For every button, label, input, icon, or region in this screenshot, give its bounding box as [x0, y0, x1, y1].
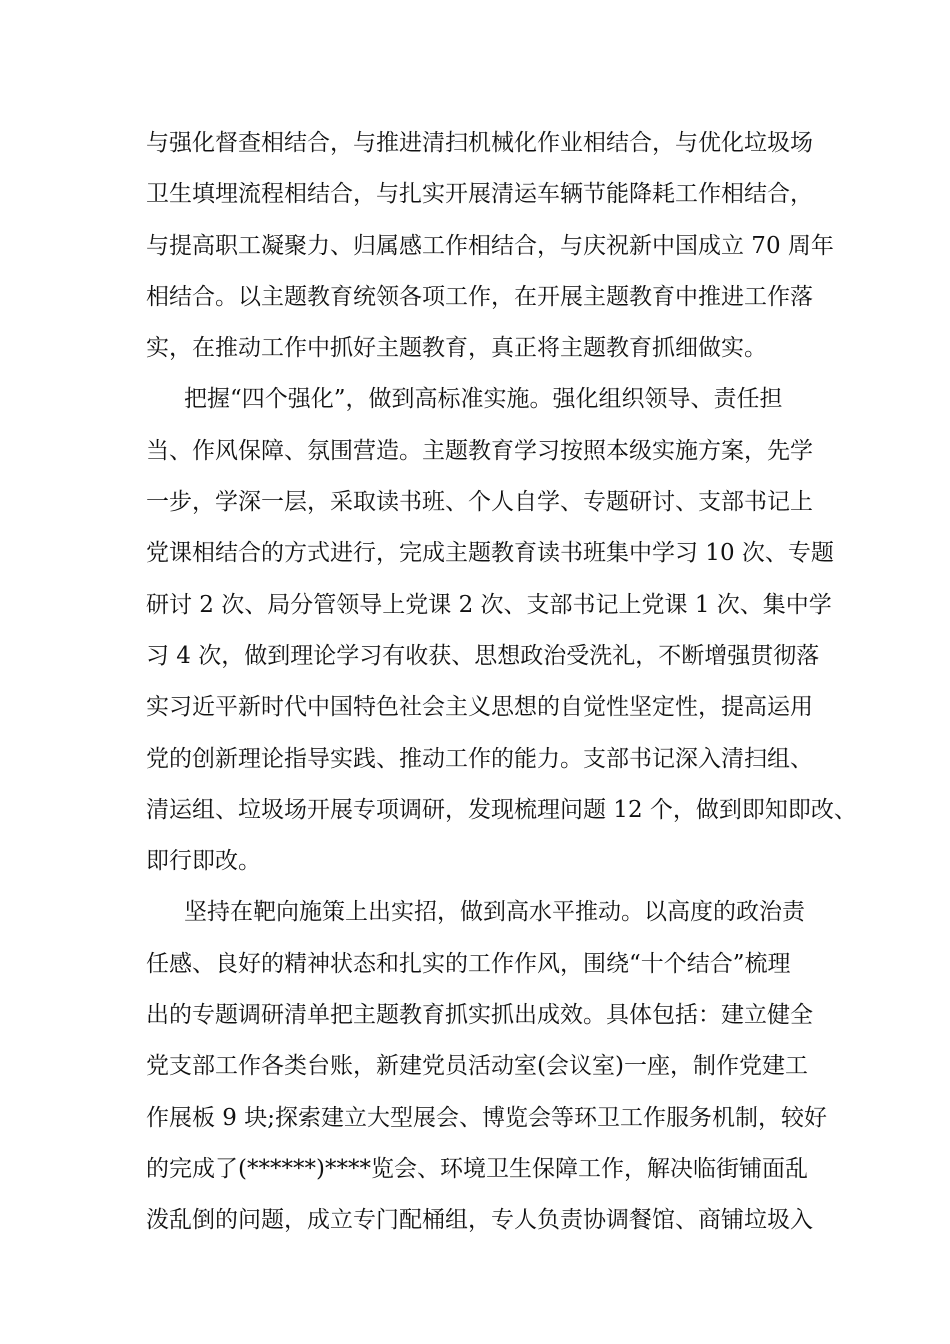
text-line: 卫生填埋流程相结合，与扎实开展清运车辆节能降耗工作相结合， — [146, 181, 813, 208]
text-line: 党支部工作各类台账，新建党员活动室(会议室)一座，制作党建工 — [146, 1053, 808, 1080]
text-line: 党课相结合的方式进行，完成主题教育读书班集中学习 10 次、专题 — [146, 540, 834, 567]
text-line: 清运组、垃圾场开展专项调研，发现梳理问题 12 个，做到即知即改、 — [146, 796, 857, 823]
text-line: 党的创新理论指导实践、推动工作的能力。支部书记深入清扫组、 — [146, 745, 813, 772]
text-line: 当、作风保障、氛围营造。主题教育学习按照本级实施方案，先学 — [146, 437, 813, 464]
paragraph-start-line: 坚持在靶向施策上出实招，做到高水平推动。以高度的政治责 — [184, 899, 805, 926]
text-line: 实，在推动工作中抓好主题教育，真正将主题教育抓细做实。 — [146, 335, 767, 362]
text-line: 出的专题调研清单把主题教育抓实抓出成效。具体包括：建立健全 — [146, 1002, 813, 1029]
text-line: 即行即改。 — [146, 848, 261, 875]
text-line: 任感、良好的精神状态和扎实的工作作风，围绕“十个结合”梳理 — [146, 950, 791, 977]
paragraph-start-line: 把握“四个强化”，做到高标准实施。强化组织领导、责任担 — [184, 386, 783, 413]
body-text — [146, 118, 857, 1247]
text-line: 相结合。以主题教育统领各项工作，在开展主题教育中推进工作落 — [146, 283, 813, 310]
text-line: 泼乱倒的问题，成立专门配桶组，专人负责协调餐馆、商铺垃圾入 — [146, 1207, 813, 1234]
text-line: 作展板 9 块;探索建立大型展会、博览会等环卫工作服务机制，较好 — [146, 1104, 828, 1131]
text-line: 研讨 2 次、局分管领导上党课 2 次、支部书记上党课 1 次、集中学 — [146, 591, 832, 618]
text-line: 与强化督查相结合，与推进清扫机械化作业相结合，与优化垃圾场 — [146, 130, 813, 156]
text-line: 的完成了(******)****览会、环境卫生保障工作，解决临街铺面乱 — [146, 1155, 808, 1182]
text-line: 实习近平新时代中国特色社会主义思想的自觉性坚定性，提高运用 — [146, 694, 813, 721]
text-line: 习 4 次，做到理论学习有收获、思想政治受洗礼，不断增强贯彻落 — [146, 642, 820, 669]
text-line: 与提高职工凝聚力、归属感工作相结合，与庆祝新中国成立 70 周年 — [146, 232, 834, 259]
text-line: 一步，学深一层，采取读书班、个人自学、专题研讨、支部书记上 — [146, 489, 813, 516]
